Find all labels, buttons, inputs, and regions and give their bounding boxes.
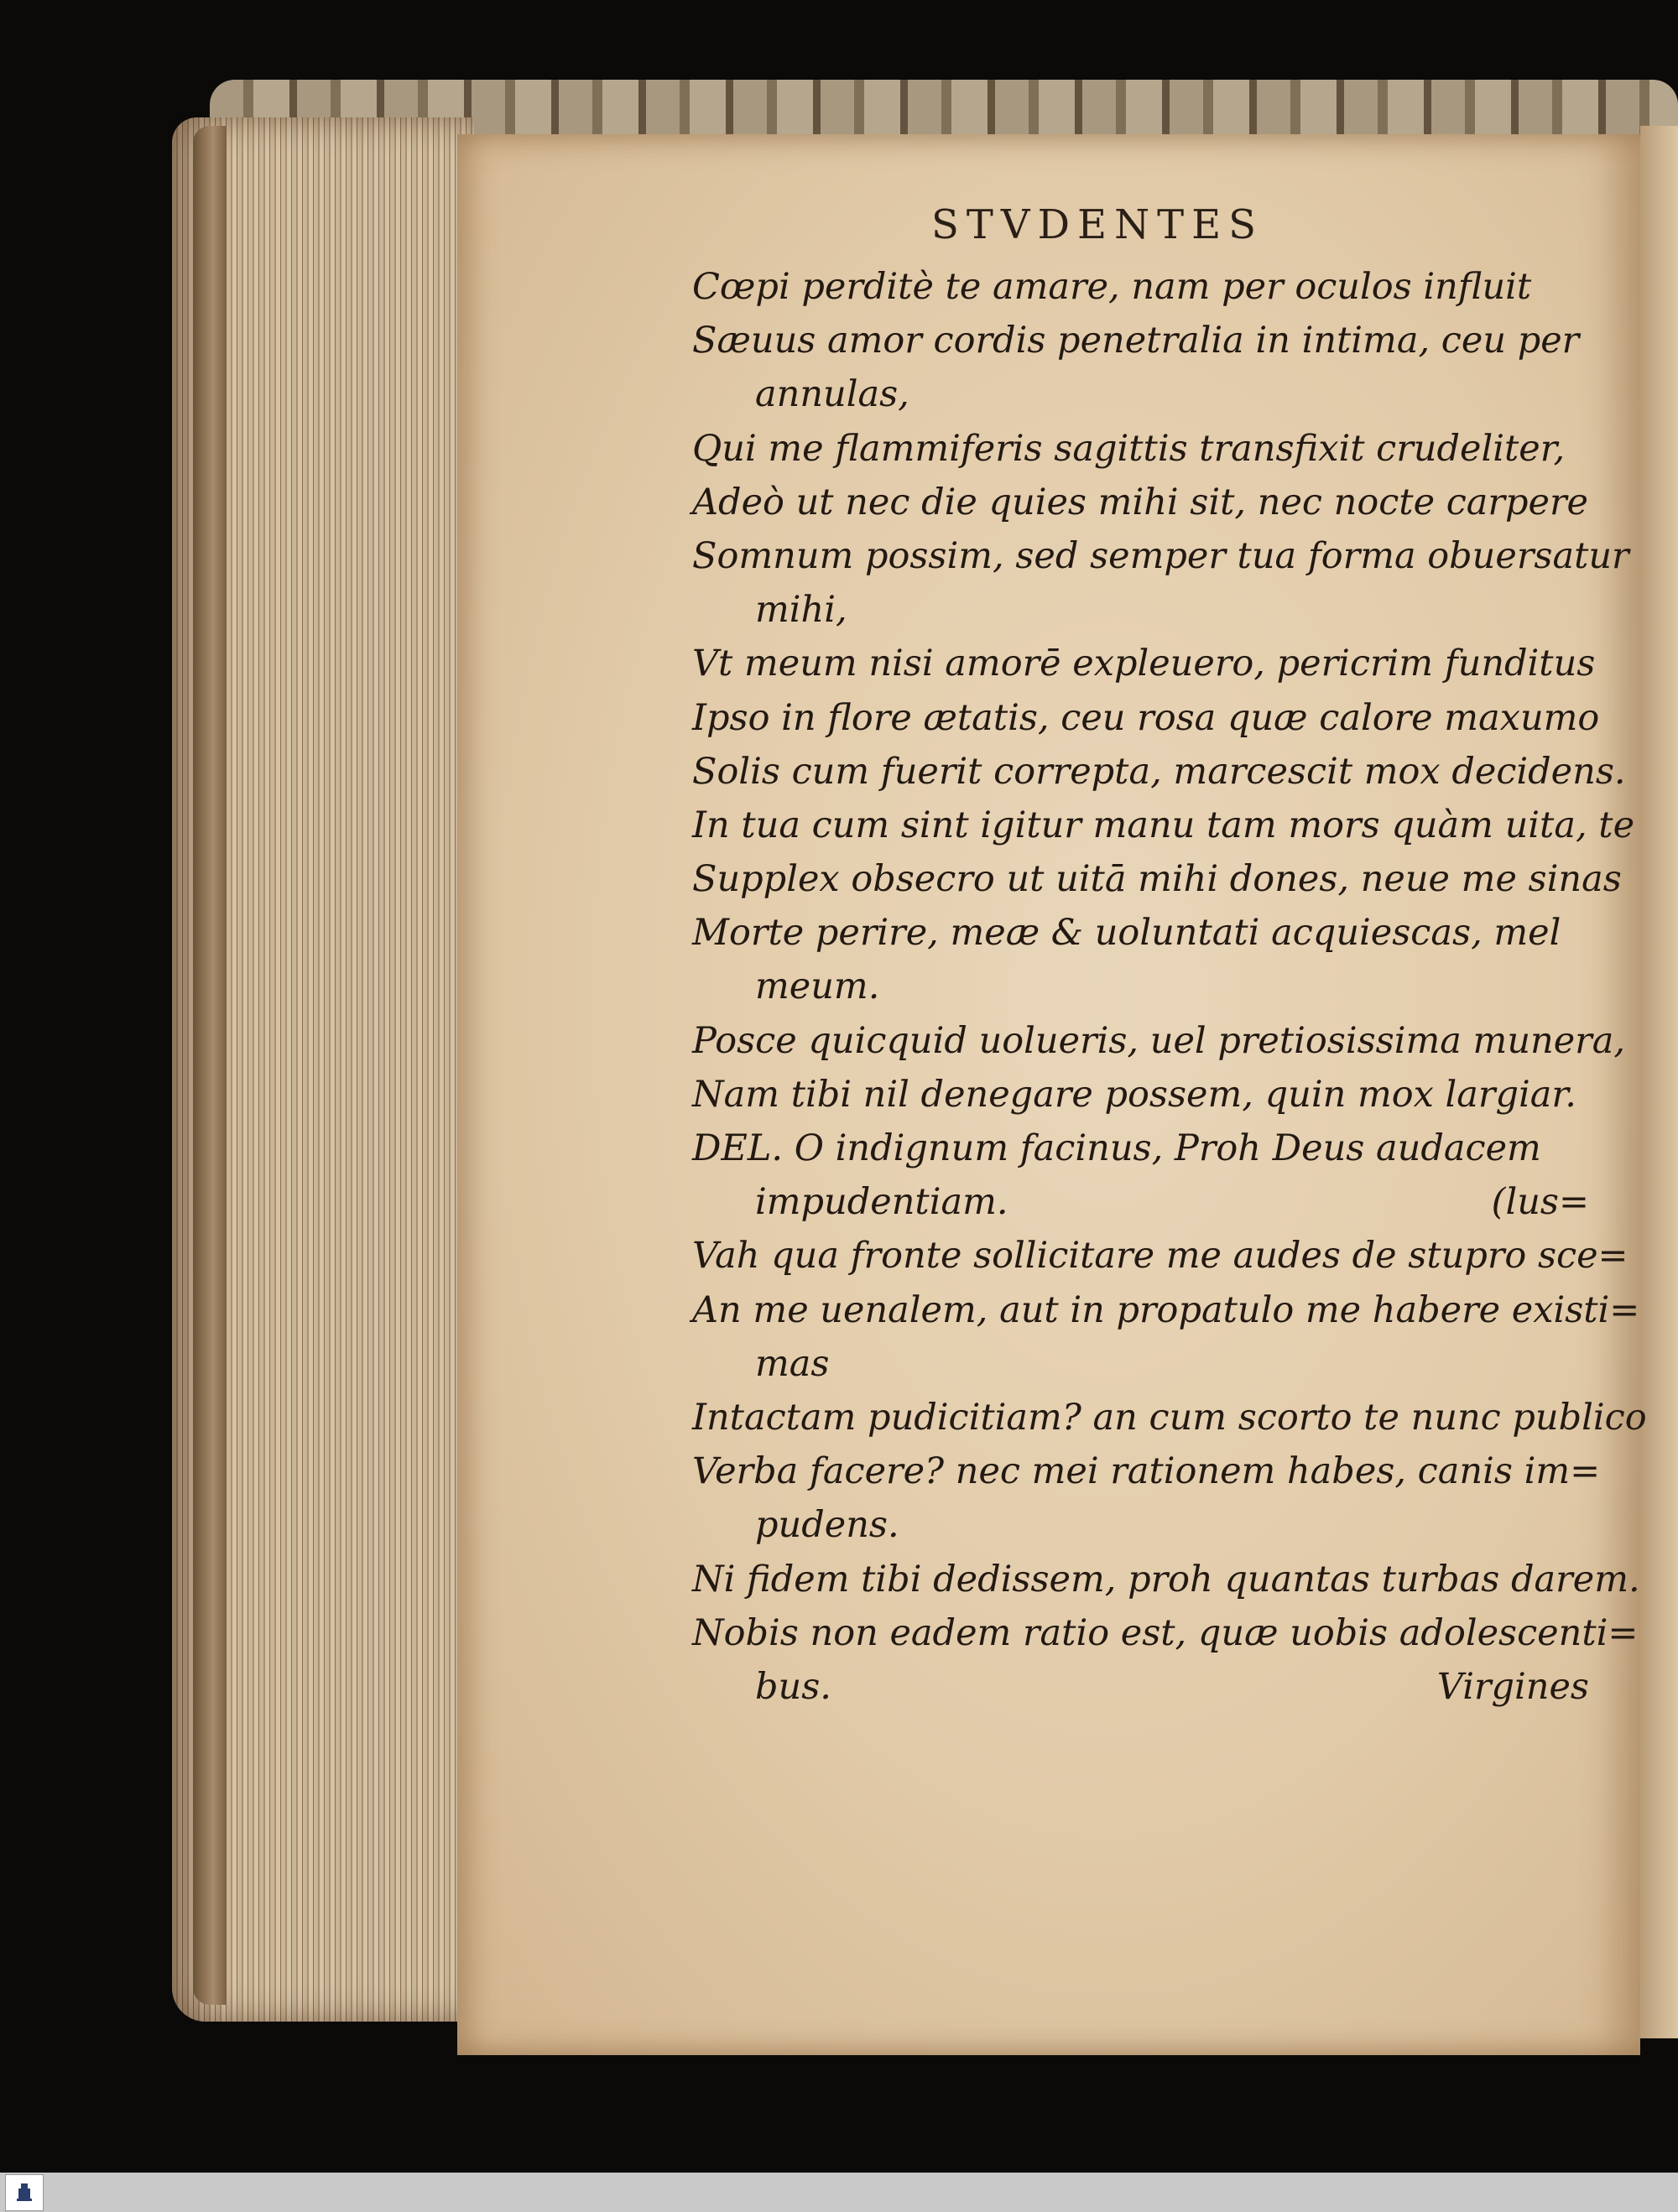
book-spine: [193, 126, 227, 2005]
text-line: [692, 1660, 1594, 1714]
text-line: [692, 1283, 1640, 1337]
text-line: [692, 1122, 1594, 1175]
text-line: [692, 1498, 1594, 1552]
text-line-catchword: [1589, 476, 1594, 529]
text-line-content: pudens.: [755, 1504, 899, 1547]
text-line-catchword: [1589, 422, 1594, 476]
text-line-content: mas: [755, 1342, 830, 1385]
text-line-content: In tua cum sint igitur manu tam mors quàm uita, te: [692, 804, 1635, 846]
text-line-content: Vah qua fronte sollicitare me audes de stupro sce=: [692, 1235, 1628, 1278]
text-line: [692, 367, 1594, 421]
text-line-catchword: [1589, 1337, 1594, 1391]
text-line-catchword: [1639, 1283, 1644, 1337]
text-line: [692, 637, 1594, 690]
text-line-content: Vt meum nisi amorē expleuero, pericrim funditus: [692, 643, 1596, 685]
text-line: [692, 799, 1635, 852]
text-line-content: An me uenalem, aut in propatulo me habere existi=: [692, 1288, 1640, 1331]
text-line: [692, 906, 1594, 960]
text-line: [692, 1337, 1594, 1391]
text-line-content: Supplex obsecro ut uitā mihi dones, neue me sinas: [692, 858, 1622, 901]
text-line: [692, 1175, 1594, 1229]
text-line-catchword: [1625, 1014, 1630, 1068]
facing-page-edge: [1640, 126, 1678, 2038]
text-line-content: Ipso in flore ætatis, ceu rosa quæ calore maxumo: [692, 696, 1600, 739]
text-line: [692, 314, 1594, 367]
text-line-content: impudentiam.: [755, 1181, 1008, 1224]
text-line: [692, 529, 1629, 583]
text-line-content: Qui me flammiferis sagittis transfixit crudeliter,: [692, 427, 1566, 470]
text-line: [692, 852, 1622, 906]
text-line-catchword: [1626, 745, 1631, 799]
text-line-catchword: [1589, 1122, 1594, 1175]
text-line-catchword: [1589, 260, 1594, 314]
text-line-catchword: [1589, 1068, 1594, 1122]
library-logo-icon[interactable]: [5, 2174, 44, 2211]
text-line-content: Sæuus amor cordis penetralia in intima, ceu per: [692, 320, 1580, 362]
text-line-content: meum.: [755, 965, 880, 1008]
text-line-content: Verba facere? nec mei rationem habes, canis im=: [692, 1450, 1601, 1493]
text-line: [692, 1391, 1647, 1444]
text-line-catchword: (lus=: [1491, 1181, 1589, 1224]
text-line-content: Posce quicquid uolueris, uel pretiosissima munera,: [692, 1019, 1626, 1062]
text-line: [692, 583, 1594, 637]
text-line-content: annulas,: [755, 373, 909, 416]
text-line-content: Ni fidem tibi dedissem, proh quantas turbas darem.: [692, 1558, 1640, 1600]
text-line: [692, 960, 1594, 1013]
text-line-catchword: [1589, 583, 1594, 637]
text-line-catchword: Virgines: [1436, 1665, 1589, 1708]
text-line: [692, 1606, 1639, 1660]
text-line-content: Cœpi perditè te amare, nam per oculos influit: [692, 266, 1532, 308]
text-line-catchword: [1599, 691, 1604, 745]
text-line-content: bus.: [755, 1665, 831, 1708]
text-line-catchword: [1622, 852, 1627, 906]
text-line-catchword: [1647, 1391, 1652, 1444]
text-line-catchword: [1600, 1444, 1605, 1498]
text-line-content: DEL. O indignum facinus, Proh Deus audacem: [692, 1127, 1541, 1169]
page-text: [692, 260, 1647, 1714]
text-line-content: Intactam pudicitiam? an cum scorto te nunc publico: [692, 1396, 1647, 1439]
text-line: [692, 1553, 1640, 1606]
text-line-content: Nobis non eadem ratio est, quæ uobis adolescenti=: [692, 1611, 1639, 1654]
text-line: [692, 422, 1594, 476]
text-line: [692, 260, 1594, 314]
text-line: [692, 691, 1600, 745]
text-line-content: Adeò ut nec die quies mihi sit, nec nocte carpere: [692, 481, 1588, 523]
text-line-catchword: [1589, 1498, 1594, 1552]
text-line: [692, 1068, 1594, 1122]
text-line-catchword: [1589, 367, 1594, 421]
viewer-footer-bar: [0, 2173, 1678, 2212]
text-line: [692, 476, 1594, 529]
text-line-content: mihi,: [755, 589, 847, 632]
text-line-content: Nam tibi nil denegare possem, quin mox largiar.: [692, 1073, 1576, 1116]
text-line: [692, 1229, 1628, 1283]
text-line: [692, 745, 1626, 799]
text-line-catchword: [1629, 529, 1634, 583]
text-line: [692, 1014, 1626, 1068]
text-line: [692, 1444, 1601, 1498]
text-line-content: Morte perire, meæ & uoluntati acquiescas, mel: [692, 912, 1561, 955]
text-line-catchword: [1595, 637, 1600, 690]
running-head: STVDENTES: [931, 201, 1264, 248]
text-line-content: Solis cum fuerit correpta, marcescit mox decidens.: [692, 750, 1626, 793]
text-line-catchword: [1589, 960, 1594, 1013]
text-line-catchword: [1638, 1606, 1643, 1660]
text-line-catchword: [1628, 1229, 1634, 1283]
text-line-content: Somnum possim, sed semper tua forma obuersatur: [692, 534, 1629, 577]
text-line-catchword: [1634, 799, 1639, 852]
text-line-catchword: [1589, 906, 1594, 960]
text-line-catchword: [1640, 1553, 1645, 1606]
text-line-catchword: [1589, 314, 1594, 367]
